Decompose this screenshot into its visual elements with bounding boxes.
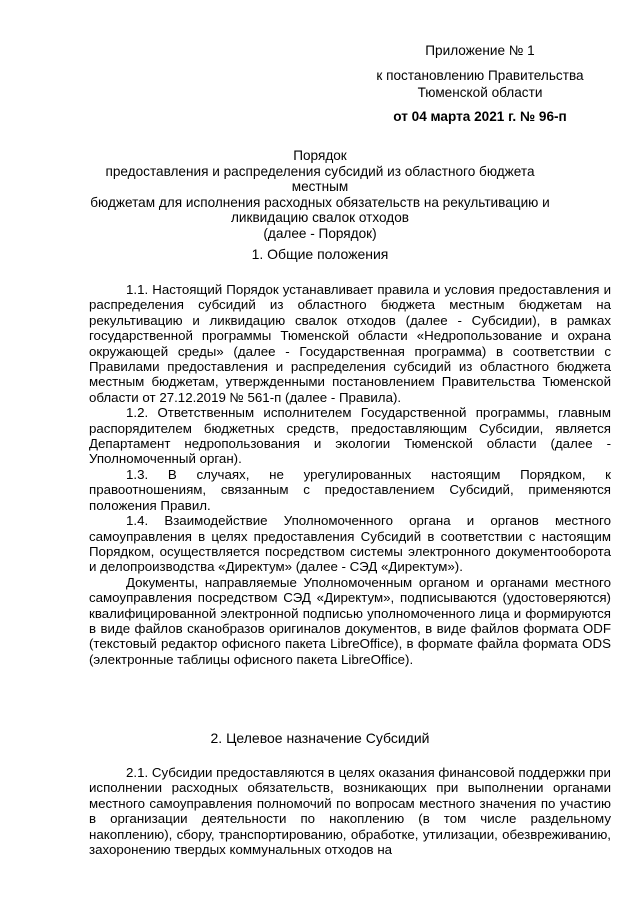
appendix-number: Приложение № 1 [425,43,535,58]
title-line: предоставления и распределения субсидий из областного бюджета местным [105,163,535,194]
paragraph-2-1: 2.1. Субсидии предоставляются в целях оказания финансовой поддержки при исполнении расходных обязательств, возникающих при выполнении органами местного самоуправления полномочий по вопросам местного значения по участию в организации деятельности по накоплению (в том числе раздельному накоплению), сбору, транспортированию, обработке, утилизации, обезвреживанию, захоронению твердых коммунальных отходов на [89,765,611,858]
paragraph-1-4: 1.4. Взаимодействие Уполномоченного органа и органов местного самоуправления в целях предоставления Субсидий в соответствии с настоящим Порядком, осуществляется посредством системы электронного документооборота и делопроизводства «Директум» (далее - СЭД «Директум»). [89,513,611,575]
document-title [80,148,560,241]
paragraph-1-2: 1.2. Ответственным исполнителем Государственной программы, главным распорядителем бюджетных средств, предоставляющим Субсидии, является Департамент недропользования и экологии Тюменской области (далее - Уполномоченный орган). [89,405,611,467]
title-line: ликвидацию свалок отходов [230,210,410,225]
title-line: Порядок [293,148,347,163]
resolution-reference: к постановлению Правительства [376,68,584,83]
section-2-heading: 2. Целевое назначение Субсидий [210,730,430,746]
title-line: (далее - Порядок) [263,225,377,241]
paragraph-1-3: 1.3. В случаях, не урегулированных настоящим Порядком, к правоотношениям, связанным с предоставлением Субсидий, применяются положения Правил. [89,466,611,513]
resolution-date-number: от 04 марта 2021 г. № 96-п [393,109,567,124]
section-2-body [89,765,611,857]
section-1-body [89,282,611,667]
paragraph-1-1: 1.1. Настоящий Порядок устанавливает правила и условия предоставления и распределения субсидий из областного бюджета местным бюджетам на рекультивацию и ликвидацию свалок отходов (далее - Субсидии), в рамках государственной программы Тюменской области «Недропользование и охрана окружающей среды» (далее - Государственная программа) в соответствии с Правилами предоставления и распределения субсидий из областного бюджета местным бюджетам, утвержденными постановлением Правительства Тюменской области от 27.12.2019 № 561-п (далее - Правила). [89,282,611,405]
paragraph-1-4-documents: Документы, направляемые Уполномоченным органом и органами местного самоуправления посредством СЭД «Директум», подписываются (удостоверяются) квалифицированной электронной подписью уполномоченного лица и формируются в виде файлов сканобразов оригиналов документов, в виде файлов формата ODF (текстовый редактор офисного пакета LibreOffice), в формате файла формата ODS (электронные таблицы офисного пакета LibreOffice). [89,574,611,667]
title-line: бюджетам для исполнения расходных обязательств на рекультивацию и [90,194,550,210]
government-name: Тюменской области [417,85,543,100]
section-1-heading: 1. Общие положения [251,246,389,262]
